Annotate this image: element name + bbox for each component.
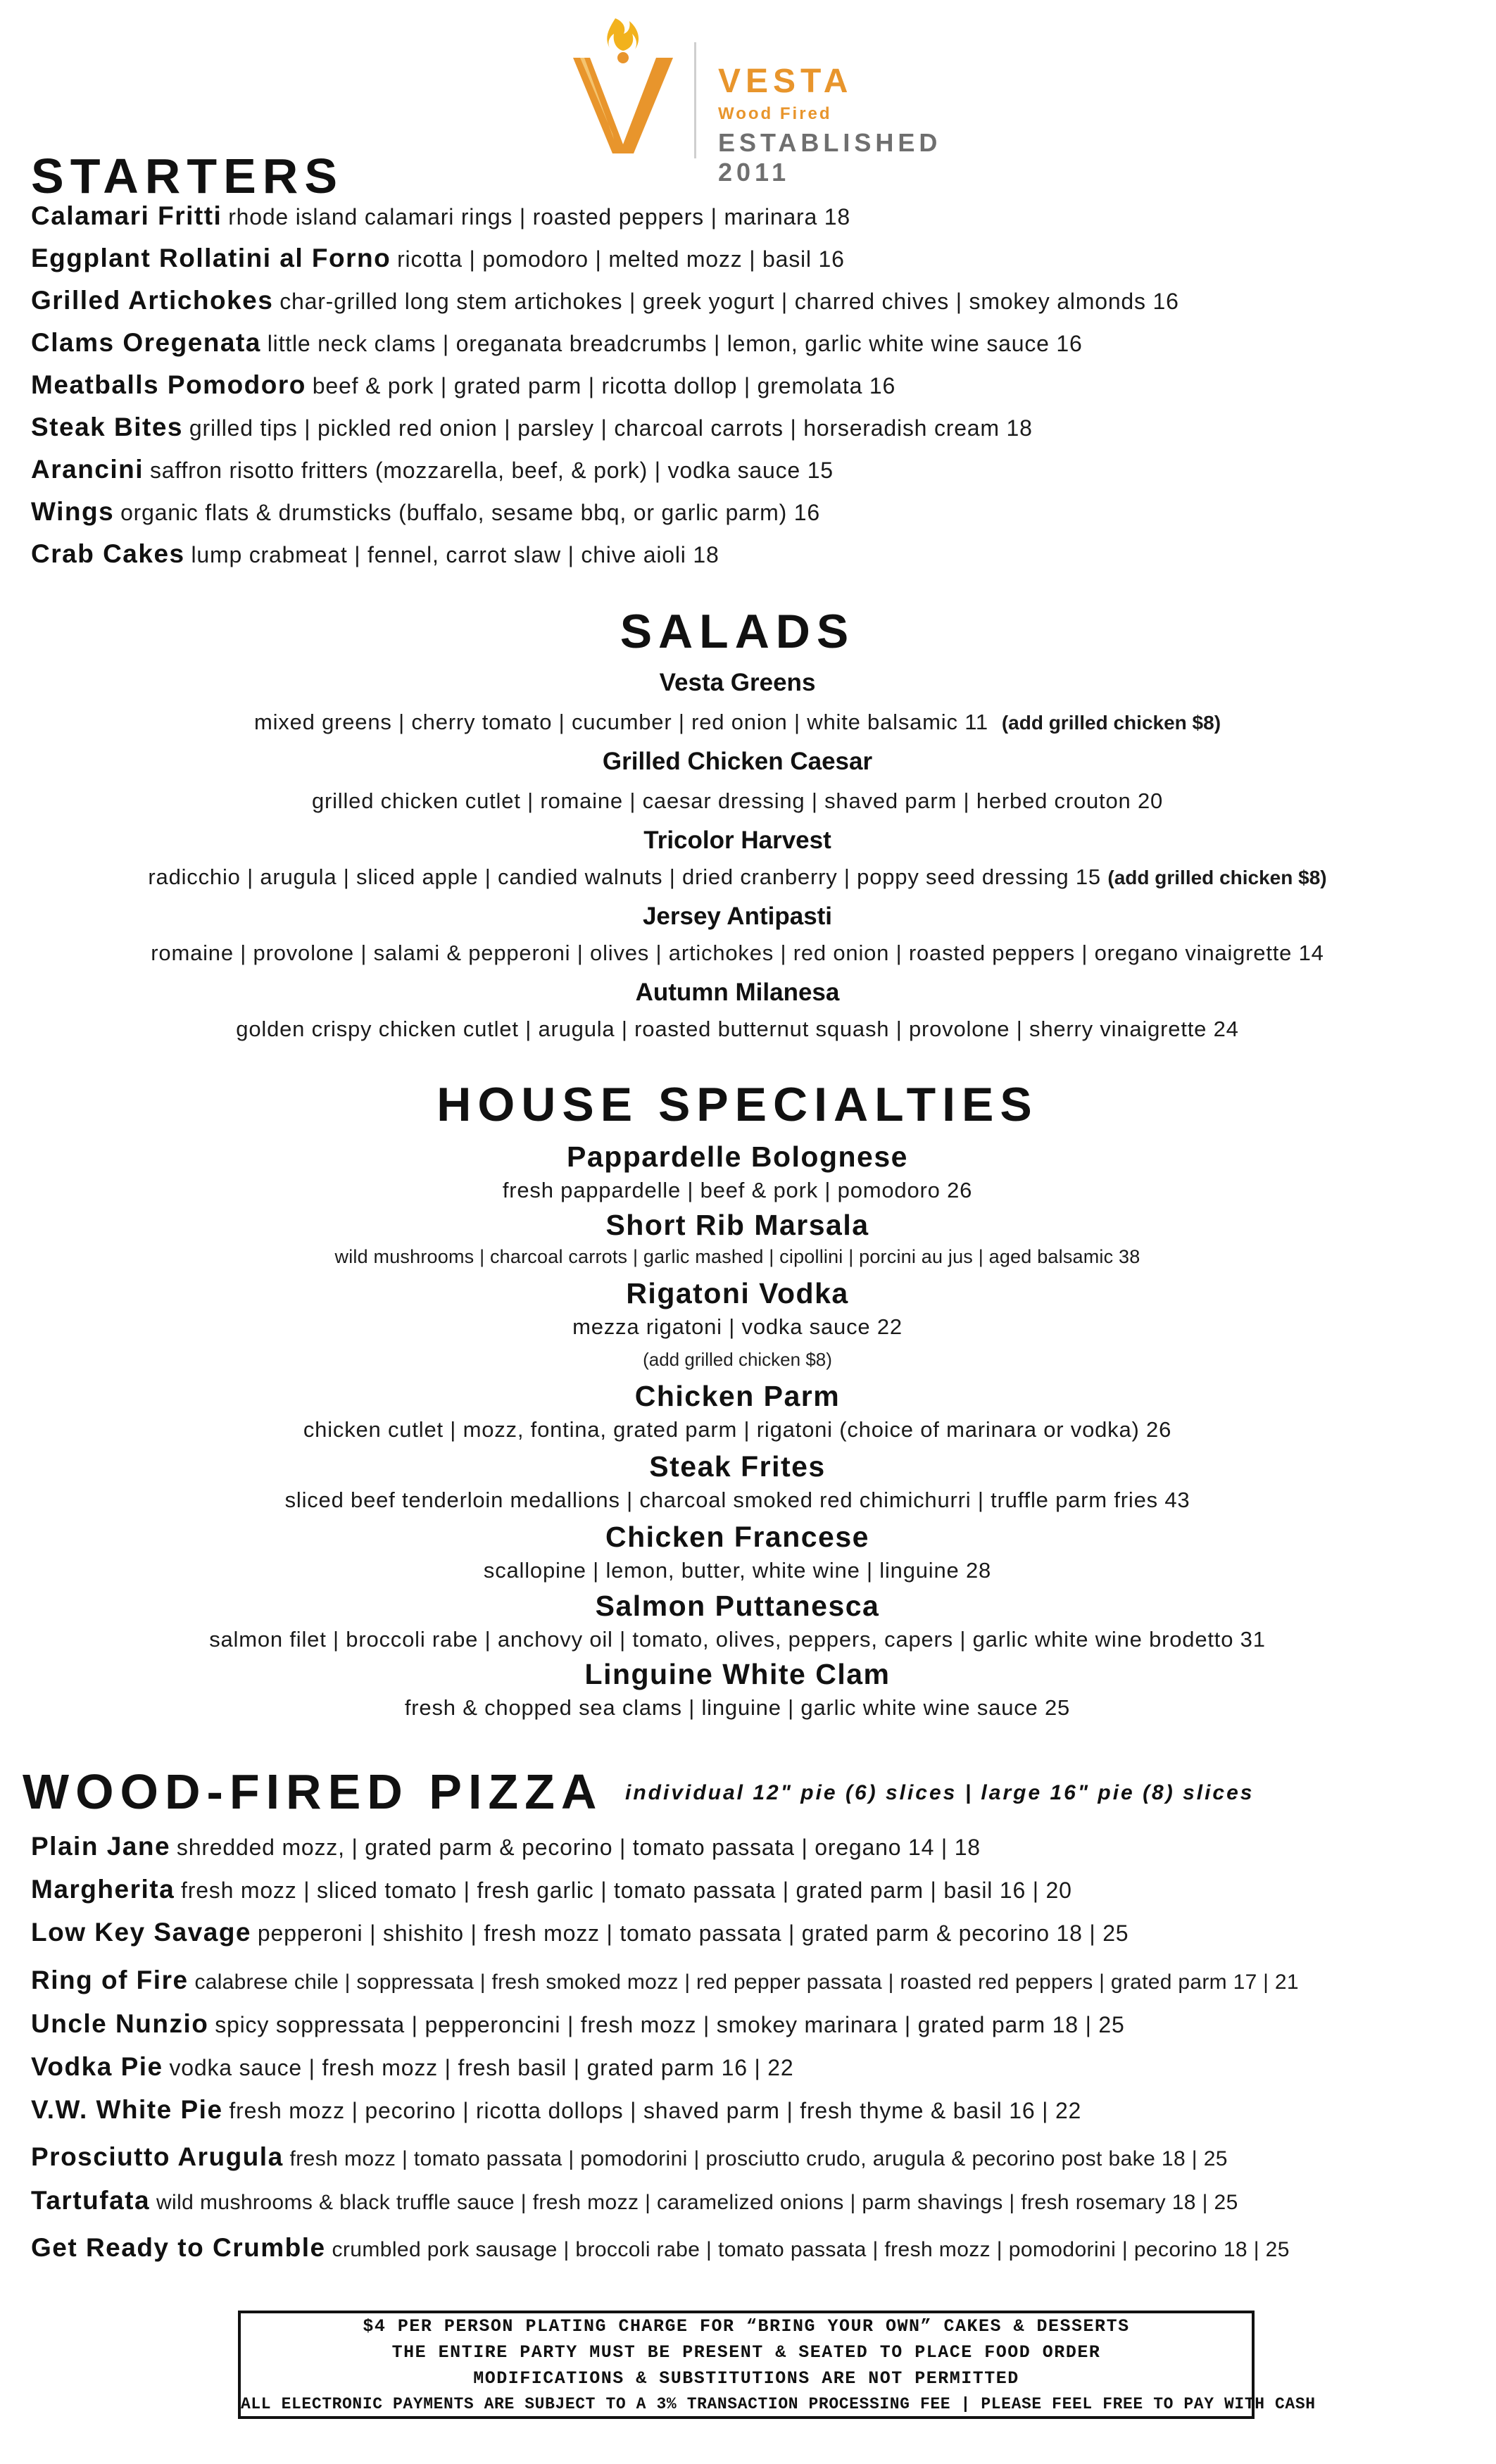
item-name: Calamari Fritti	[31, 201, 222, 230]
brand-subtitle: Wood Fired	[718, 104, 832, 123]
pizza-sizes-note: individual 12" pie (6) slices | large 16" pie (8) slices	[625, 1781, 1255, 1804]
item-name: Grilled Artichokes	[31, 286, 274, 315]
specialty-desc: chicken cutlet | mozz, fontina, grated parm | rigatoni (choice of marinara or vodka) 26	[303, 1417, 1172, 1442]
item-name: Vodka Pie	[31, 2052, 163, 2081]
specialty-name: Salmon Puttanesca	[595, 1590, 880, 1622]
salad-add-note: (add grilled chicken $8)	[1001, 712, 1221, 734]
item-desc: spicy soppressata | pepperoncini | fresh mozz | smokey marinara | grated parm 18 | 25	[215, 2012, 1125, 2037]
item-desc: fresh mozz | pecorino | ricotta dollops | shaved parm | fresh thyme & basil 16 | 22	[229, 2098, 1082, 2123]
item-name: Prosciutto Arugula	[31, 2142, 284, 2171]
starter-item	[31, 539, 719, 569]
item-desc: shredded mozz, | grated parm & pecorino | tomato passata | oregano 14 | 18	[176, 1835, 981, 1860]
item-name: Low Key Savage	[31, 1918, 252, 1947]
item-name: Plain Jane	[31, 1832, 171, 1861]
policy-box	[238, 2311, 1316, 2419]
pizza-item	[31, 1875, 1072, 1904]
item-name: Wings	[31, 497, 115, 526]
pizza-item	[31, 1832, 981, 1861]
salad-desc: grilled chicken cutlet | romaine | caesar dressing | shaved parm | herbed crouton 20	[311, 788, 1164, 813]
pizza-item	[31, 2142, 1228, 2172]
salad-name: Grilled Chicken Caesar	[602, 748, 873, 775]
salad-name: Jersey Antipasti	[642, 903, 833, 930]
pizza-item	[31, 1918, 1129, 1947]
starter-item	[31, 286, 1179, 315]
starter-item	[31, 201, 850, 231]
item-desc: lump crabmeat | fennel, carrot slaw | chive aioli 18	[191, 542, 719, 567]
starter-item	[31, 244, 845, 273]
salad-desc: romaine | provolone | salami & pepperoni | olives | artichokes | red onion | roasted peppers | oregano vinaigrette 14	[151, 941, 1324, 965]
starters-heading: STARTERS	[31, 149, 344, 203]
specialty-desc: wild mushrooms | charcoal carrots | garlic mashed | cipollini | porcini au jus | aged balsamic 38	[334, 1246, 1140, 1267]
brand-established: ESTABLISHED 2011	[718, 128, 942, 187]
specialty-desc: salmon filet | broccoli rabe | anchovy oil | tomato, olives, peppers, capers | garlic white wine brodetto 31	[209, 1627, 1266, 1652]
salad-name: Autumn Milanesa	[635, 979, 840, 1006]
starter-item	[31, 413, 1033, 442]
item-desc: saffron risotto fritters (mozzarella, beef, & pork) | vodka sauce 15	[149, 458, 834, 483]
item-name: Get Ready to Crumble	[31, 2233, 326, 2262]
item-desc: grilled tips | pickled red onion | parsley | charcoal carrots | horseradish cream 18	[189, 415, 1033, 441]
salad-desc-text: radicchio | arugula | sliced apple | candied walnuts | dried cranberry | poppy seed dressing 15	[148, 865, 1101, 889]
starter-item	[31, 455, 834, 484]
specialty-name: Steak Frites	[649, 1450, 826, 1483]
item-name: Tartufata	[31, 2186, 151, 2215]
policy-line: ALL ELECTRONIC PAYMENTS ARE SUBJECT TO A 3% TRANSACTION PROCESSING FEE | PLEASE FEEL FREE TO PAY WITH CASH	[241, 2395, 1316, 2413]
policy-line: THE ENTIRE PARTY MUST BE PRESENT & SEATED TO PLACE FOOD ORDER	[391, 2342, 1101, 2363]
starter-item	[31, 328, 1083, 358]
item-desc: crumbled pork sausage | broccoli rabe | tomato passata | fresh mozz | pomodorini | pecorino 18 | 25	[332, 2238, 1290, 2261]
item-name: Ring of Fire	[31, 1966, 189, 1994]
item-name: Clams Oregenata	[31, 328, 261, 357]
specialty-desc: fresh pappardelle | beef & pork | pomodoro 26	[502, 1178, 973, 1202]
specialty-name: Linguine White Clam	[584, 1658, 891, 1690]
pizza-item	[31, 2233, 1290, 2263]
salad-name: Tricolor Harvest	[643, 826, 831, 854]
brand-name: VESTA	[718, 63, 853, 100]
specialty-name: Rigatoni Vodka	[626, 1277, 849, 1309]
item-name: Margherita	[31, 1875, 175, 1904]
item-name: Eggplant Rollatini al Forno	[31, 244, 391, 272]
item-desc: little neck clams | oreganata breadcrumbs | lemon, garlic white wine sauce 16	[267, 331, 1083, 356]
item-name: Steak Bites	[31, 413, 183, 441]
item-name: Arancini	[31, 455, 144, 484]
item-desc: rhode island calamari rings | roasted peppers | marinara 18	[228, 204, 850, 230]
vesta-v-flame-icon	[570, 14, 676, 155]
salad-desc: golden crispy chicken cutlet | arugula | roasted butternut squash | provolone | sherry vinaigrette 24	[236, 1017, 1239, 1041]
policy-line: MODIFICATIONS & SUBSTITUTIONS ARE NOT PERMITTED	[473, 2368, 1019, 2389]
item-desc: wild mushrooms & black truffle sauce | fresh mozz | caramelized onions | parm shavings | fresh rosemary 18 | 25	[156, 2191, 1238, 2214]
pizza-item	[31, 2009, 1125, 2039]
pizza-item	[31, 2095, 1081, 2125]
specialty-desc: fresh & chopped sea clams | linguine | garlic white wine sauce 25	[404, 1695, 1071, 1720]
pizza-item	[31, 1966, 1299, 1995]
specialty-desc: sliced beef tenderloin medallions | charcoal smoked red chimichurri | truffle parm fries 43	[284, 1488, 1190, 1512]
specialty-name: Pappardelle Bolognese	[567, 1140, 908, 1173]
salads-heading: SALADS	[620, 605, 855, 658]
item-desc: organic flats & drumsticks (buffalo, sesame bbq, or garlic parm) 16	[120, 500, 820, 525]
pizza-item	[31, 2186, 1238, 2215]
logo-divider	[694, 42, 696, 158]
brand-logo	[570, 14, 1007, 187]
item-desc: calabrese chile | soppressata | fresh smoked mozz | red pepper passata | roasted red peppers | grated parm 17 | 21	[194, 1970, 1299, 1994]
salad-add-note: (add grilled chicken $8)	[1107, 867, 1327, 888]
salad-desc-text: mixed greens | cherry tomato | cucumber | red onion | white balsamic 11	[253, 710, 988, 734]
item-name: Uncle Nunzio	[31, 2009, 209, 2038]
specialty-desc: mezza rigatoni | vodka sauce 22	[572, 1314, 903, 1339]
salad-name: Vesta Greens	[659, 669, 816, 696]
specialty-name: Short Rib Marsala	[605, 1209, 869, 1241]
policy-line: $4 PER PERSON PLATING CHARGE FOR “BRING YOUR OWN” CAKES & DESSERTS	[363, 2316, 1130, 2337]
specialty-desc: scallopine | lemon, butter, white wine | linguine 28	[483, 1558, 992, 1583]
item-desc: fresh mozz | sliced tomato | fresh garlic | tomato passata | grated parm | basil 16 | 20	[181, 1878, 1072, 1903]
item-desc: ricotta | pomodoro | melted mozz | basil 16	[397, 246, 845, 272]
pizza-item	[31, 2052, 793, 2082]
salad-desc	[0, 710, 1475, 735]
pizza-heading: WOOD-FIRED PIZZA	[23, 1764, 603, 1819]
item-desc: beef & pork | grated parm | ricotta dollop | gremolata 16	[312, 373, 896, 398]
starter-item	[31, 497, 820, 527]
item-desc: char-grilled long stem artichokes | greek yogurt | charred chives | smokey almonds 16	[279, 289, 1179, 314]
item-name: V.W. White Pie	[31, 2095, 223, 2124]
item-name: Crab Cakes	[31, 539, 185, 568]
salad-desc	[0, 865, 1475, 890]
item-desc: fresh mozz | tomato passata | pomodorini | prosciutto crudo, arugula & pecorino post bake 18 | 25	[289, 2147, 1228, 2170]
specialty-note: (add grilled chicken $8)	[643, 1349, 832, 1370]
specialty-name: Chicken Parm	[634, 1380, 841, 1412]
specialties-heading: HOUSE SPECIALTIES	[436, 1078, 1038, 1131]
specialty-name: Chicken Francese	[605, 1521, 869, 1553]
item-desc: vodka sauce | fresh mozz | fresh basil | grated parm 16 | 22	[169, 2055, 794, 2080]
starter-item	[31, 370, 895, 400]
item-name: Meatballs Pomodoro	[31, 370, 306, 399]
item-desc: pepperoni | shishito | fresh mozz | tomato passata | grated parm & pecorino 18 | 25	[257, 1921, 1129, 1946]
